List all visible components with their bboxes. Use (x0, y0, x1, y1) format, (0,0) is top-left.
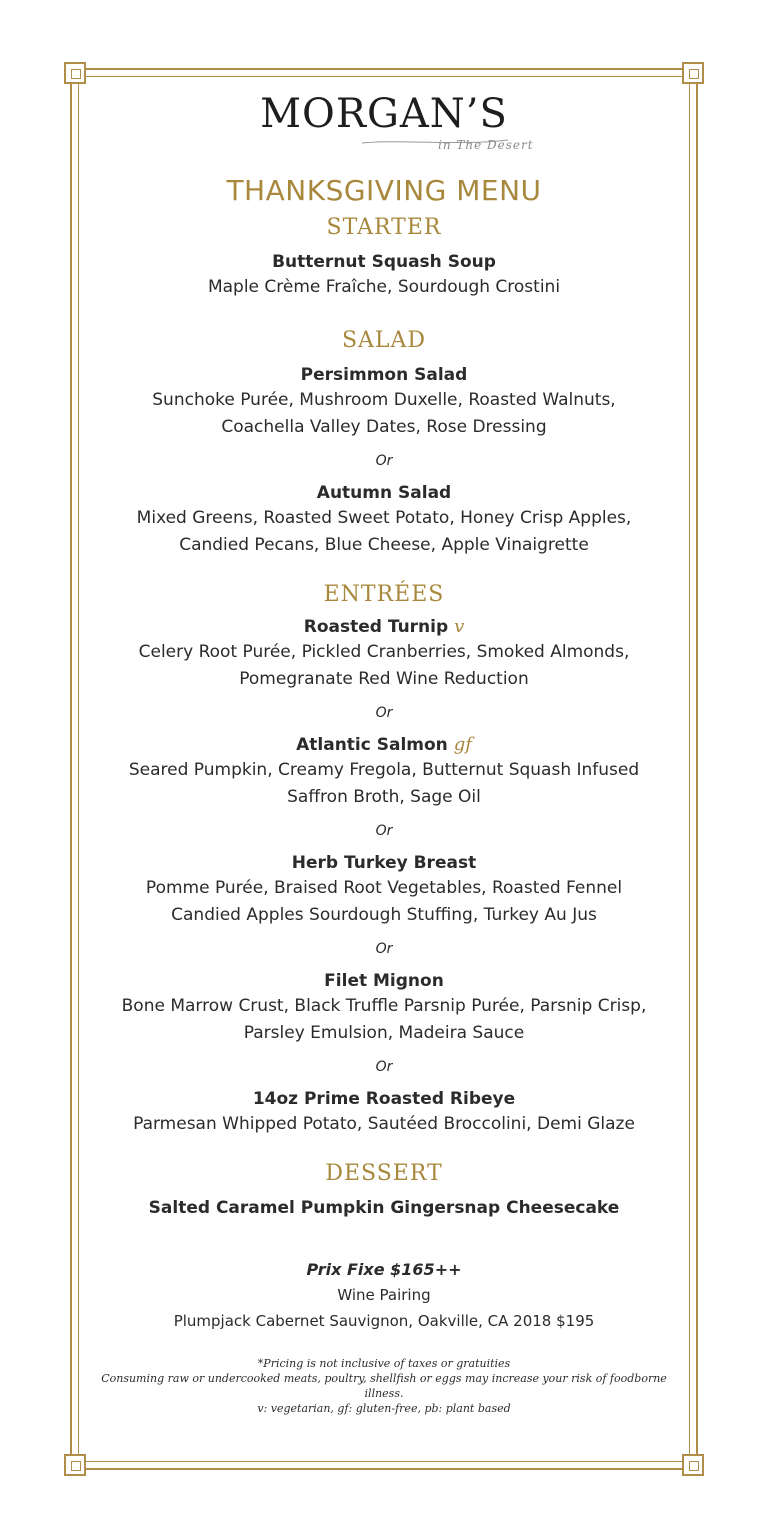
dish-description: Bone Marrow Crust, Black Truffle Parsnip Purée, Parsnip Crisp, (121, 996, 647, 1016)
footnote-health-warning: Consuming raw or undercooked meats, poultry, shellfish or eggs may increase your risk of foodborne illness. (101, 1372, 667, 1400)
menu-title: THANKSGIVING MENU (226, 174, 542, 207)
dish-description: Sunchoke Purée, Mushroom Duxelle, Roasted Walnuts, (152, 390, 616, 410)
frame-corner-ornament (64, 1454, 86, 1476)
dish-description: Parsley Emulsion, Madeira Sauce (243, 1023, 525, 1043)
dish-name (90, 615, 678, 639)
dish-name (90, 733, 678, 757)
dish-name: Butternut Squash Soup (272, 252, 496, 272)
dish-name: Persimmon Salad (300, 365, 468, 385)
section-title-salad: SALAD (341, 328, 427, 353)
dish-name: Filet Mignon (324, 971, 444, 991)
section-title-dessert: DESSERT (325, 1161, 443, 1186)
or-separator: Or (375, 941, 393, 957)
wine-pairing-label: Wine Pairing (337, 1286, 431, 1304)
dish-description: Parmesan Whipped Potato, Sautéed Broccolini, Demi Glaze (133, 1114, 635, 1134)
menu-content (90, 84, 678, 1416)
dish-name: Autumn Salad (316, 483, 452, 503)
dish-description: Coachella Valley Dates, Rose Dressing (221, 417, 547, 437)
dish-name: 14oz Prime Roasted Ribeye (252, 1089, 516, 1109)
or-separator: Or (375, 453, 393, 469)
dish-description: Saffron Broth, Sage Oil (287, 787, 481, 807)
frame-corner-ornament (682, 1454, 704, 1476)
dietary-tag: gf (453, 734, 472, 755)
or-separator: Or (375, 823, 393, 839)
section-title-entrees: ENTRÉES (323, 582, 445, 607)
dish-name-text: Roasted Turnip (303, 617, 449, 637)
prix-fixe-price: Prix Fixe $165++ (306, 1260, 462, 1279)
dietary-tag: v (454, 616, 465, 637)
dish-name: Salted Caramel Pumpkin Gingersnap Cheesecake (148, 1198, 620, 1218)
dish-description: Celery Root Purée, Pickled Cranberries, Smoked Almonds, (138, 642, 630, 662)
footnote-pricing: *Pricing is not inclusive of taxes or gratuities (257, 1357, 511, 1370)
section-title-starter: STARTER (326, 215, 442, 240)
frame-corner-ornament (682, 62, 704, 84)
dish-description: Pomme Purée, Braised Root Vegetables, Roasted Fennel (145, 878, 623, 898)
frame-corner-ornament (64, 62, 86, 84)
dish-description: Maple Crème Fraîche, Sourdough Crostini (207, 277, 561, 297)
or-separator: Or (375, 705, 393, 721)
logo-tagline: in The Desert (438, 138, 534, 152)
or-separator: Or (375, 1059, 393, 1075)
restaurant-logo (90, 84, 678, 160)
wine-pairing-detail: Plumpjack Cabernet Sauvignon, Oakville, CA 2018 $195 (173, 1312, 595, 1330)
footnotes (90, 1356, 678, 1416)
footnote-dietary-legend: v: vegetarian, gf: gluten-free, pb: plant based (257, 1402, 511, 1415)
dish-description: Mixed Greens, Roasted Sweet Potato, Honey Crisp Apples, (136, 508, 632, 528)
dish-description: Pomegranate Red Wine Reduction (239, 669, 529, 689)
logo-name: MORGAN’S (260, 91, 508, 137)
dish-name-text: Atlantic Salmon (296, 735, 448, 755)
dish-description: Candied Pecans, Blue Cheese, Apple Vinaigrette (179, 535, 589, 555)
dish-description: Candied Apples Sourdough Stuffing, Turkey Au Jus (171, 905, 597, 925)
dish-description: Seared Pumpkin, Creamy Fregola, Butternut Squash Infused (128, 760, 640, 780)
dish-name: Herb Turkey Breast (291, 853, 477, 873)
